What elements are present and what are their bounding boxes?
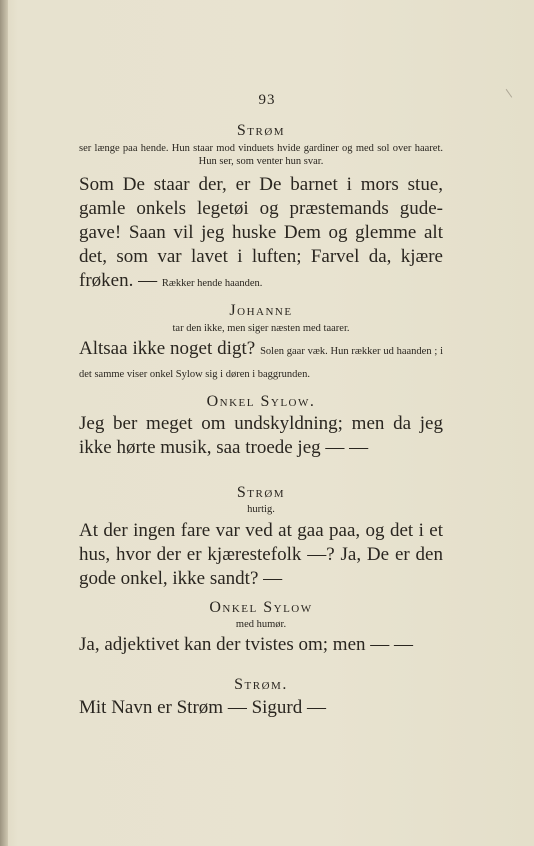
stage-direction: hurtig. <box>247 504 275 515</box>
speech-text: Altsaa ikke noget digt? <box>79 338 256 359</box>
page-number: 93 <box>258 92 276 108</box>
page-spine-edge <box>0 0 8 846</box>
inline-stage-direction: Solen gaar væk. Hun rækker ud haanden ; i det samme viser onkel Sylow sig i døren i baggrunden. <box>79 346 443 380</box>
dialogue-text: Jeg ber meget om undskyldning; men da jeg ikke hørte musik, saa troede jeg — — <box>79 413 443 458</box>
dialogue-text <box>79 173 443 296</box>
speaker-name: Onkel Sylow. <box>206 393 316 410</box>
dialogue-text <box>79 339 443 385</box>
speaker-name: Johanne <box>229 302 293 319</box>
inline-stage-direction: Rækker hende haanden. <box>161 278 263 289</box>
dialogue-entry-strom-2 <box>79 484 443 591</box>
dialogue-entry-onkel-sylow-1 <box>79 393 443 460</box>
dialogue-text: Mit Navn er Strøm — Sigurd — <box>79 697 326 718</box>
speaker-name: Onkel Sylow <box>209 599 313 616</box>
dialogue-entry-strom-1 <box>79 122 443 296</box>
stage-direction: med humør. <box>235 619 287 630</box>
dialogue-text: Ja, adjektivet kan der tvistes om; men — — <box>79 634 414 655</box>
dialogue-entry-strom-3 <box>79 676 443 720</box>
speech-text: Som De staar der, er De barnet i mors stue, gamle onkels legetøi og præstemands gude-gave! Saan vil jeg huske Dem og glemme alt det, som var lavet i luften; Farvel da, kjære frøken. — <box>79 174 443 291</box>
stage-direction: tar den ikke, men siger næsten med taarer. <box>172 323 350 334</box>
speaker-name: Strøm <box>236 484 286 501</box>
speaker-name: Strøm. <box>234 676 288 693</box>
speaker-name: Strøm <box>236 122 286 139</box>
dialogue-entry-johanne <box>79 302 443 385</box>
stage-direction: ser længe paa hende. Hun staar mod vinduets hvide gardiner og med sol over haaret. Hun ser, som venter hun svar. <box>79 143 443 167</box>
dialogue-text: At der ingen fare var ved at gaa paa, og det i et hus, hvor der er kjærestefolk —? Ja, De er den gode onkel, ikke sandt? — <box>79 520 443 589</box>
dialogue-entry-onkel-sylow-2 <box>79 599 443 657</box>
